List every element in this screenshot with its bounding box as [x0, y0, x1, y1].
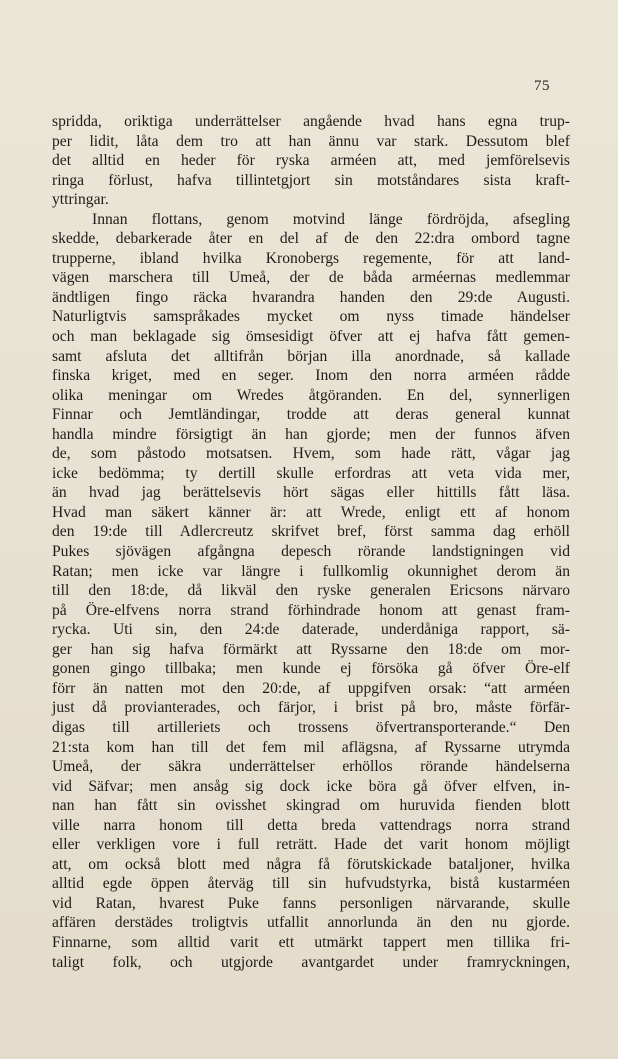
text-line: Innan flottans, genom motvind länge fördröjda, afsegling [92, 210, 570, 228]
text-line: finska kriget, med en seger. Inom den norra arméen rådde [52, 367, 570, 385]
text-line: yttringar. [52, 191, 109, 209]
text-line: icke bedömma; ty dertill skulle erfordras att veta vida mer, [52, 464, 570, 482]
text-line: trupperne, ibland hvilka Kronobergs regemente, för att land- [52, 249, 570, 267]
text-line: ville narra honom till detta breda vattendrags norra strand [52, 816, 570, 834]
text-line: 21:sta kom han till det fem mil aflägsna, af Ryssarne utrymda [52, 738, 570, 756]
text-line: rycka. Uti sin, den 24:de daterade, underdåniga rapport, sä- [52, 621, 570, 639]
body-text [52, 112, 570, 972]
text-line: samt afsluta det alltifrån början illa anordnade, så kallade [52, 347, 570, 365]
text-line: gonen gingo tillbaka; men kunde ej försöka gå öfver Öre-elf [52, 660, 570, 678]
text-line: Umeå, der säkra underrättelser erhöllos rörande händelserna [52, 758, 570, 776]
text-line: Finnarne, som alltid varit ett utmärkt tappert men tillika fri- [52, 933, 570, 951]
text-line: vid Säfvar; men ansåg sig dock icke böra gå öfver elfven, in- [52, 777, 570, 795]
text-line: just då provianterades, och färjor, i brist på bro, måste förfär- [52, 699, 570, 717]
text-line: den 19:de till Adlercreutz skrifvet bref, först samma dag erhöll [52, 523, 570, 541]
text-line: det alltid en heder för ryska arméen att, med jemförelsevis [52, 152, 570, 170]
text-line: eller verkligen vore i full reträtt. Hade det varit honom möjligt [52, 836, 570, 854]
text-line: olika meningar om Wredes åtgöranden. En del, synnerligen [52, 386, 570, 404]
text-line: spridda, oriktiga underrättelser angående hvad hans egna trup- [52, 113, 570, 130]
text-line: affären derstädes troligtvis utfallit annorlunda än den nu gjorde. [52, 914, 570, 932]
text-line: handla mindre försigtigt än han gjorde; men der funnos äfven [52, 425, 570, 443]
page-number: 75 [534, 78, 550, 94]
text-line: på Öre-elfvens norra strand förhindrade honom att genast fram- [52, 601, 570, 619]
text-line: ringa förlust, hafva tillintetgjort sin motståndares sista kraft- [52, 171, 570, 189]
text-line: Pukes sjövägen afgångna depesch rörande landstigningen vid [52, 543, 570, 561]
text-line: vid Ratan, hvarest Puke fanns personligen närvarande, skulle [52, 894, 570, 912]
text-line: och man beklagade sig ömsesidigt öfver att ej hafva fått gemen- [52, 328, 570, 346]
text-line: till den 18:de, då likväl den ryske generalen Ericsons närvaro [52, 582, 570, 600]
text-line: ger han sig hafva förmärkt att Ryssarne den 18:de om mor- [52, 640, 570, 658]
text-line: ändtligen fingo räcka hvarandra handen den 29:de Augusti. [52, 288, 570, 306]
text-line: Hvad man säkert känner är: att Wrede, enligt ett af honom [52, 503, 570, 521]
text-line: skedde, debarkerade åter en del af de den 22:dra ombord tagne [52, 230, 570, 248]
text-line: än hvad jag berättelsevis hört sägas eller hittills fått läsa. [52, 484, 570, 502]
text-line: de, som påstodo motsatsen. Hvem, som hade rätt, vågar jag [52, 445, 570, 463]
text-line: nan han fått sin ovisshet skingrad om huruvida fienden blott [52, 797, 570, 815]
text-line: digas till artilleriets och trossens öfvertransporterande.“ Den [52, 718, 570, 736]
text-line: taligt folk, och utgjorde avantgardet under framryckningen, [52, 953, 570, 971]
text-line: att, om också blott med några få förutskickade bataljoner, hvilka [52, 855, 570, 873]
text-line: vägen marschera till Umeå, der de båda arméernas medlemmar [52, 269, 570, 287]
text-line: förr än natten mot den 20:de, af uppgifven orsak: “att arméen [52, 679, 570, 697]
text-line: Finnar och Jemtländingar, trodde att deras general kunnat [52, 406, 570, 424]
text-line: Ratan; men icke var längre i fullkomlig okunnighet derom än [52, 562, 570, 580]
text-line: per lidit, låta dem tro att han ännu var stark. Dessutom blef [52, 132, 570, 150]
text-line: alltid egde öppen återväg till sin hufvudstyrka, bistå kustarméen [52, 875, 570, 893]
text-line: Naturligtvis samspråkades mycket om nyss timade händelser [52, 308, 570, 326]
